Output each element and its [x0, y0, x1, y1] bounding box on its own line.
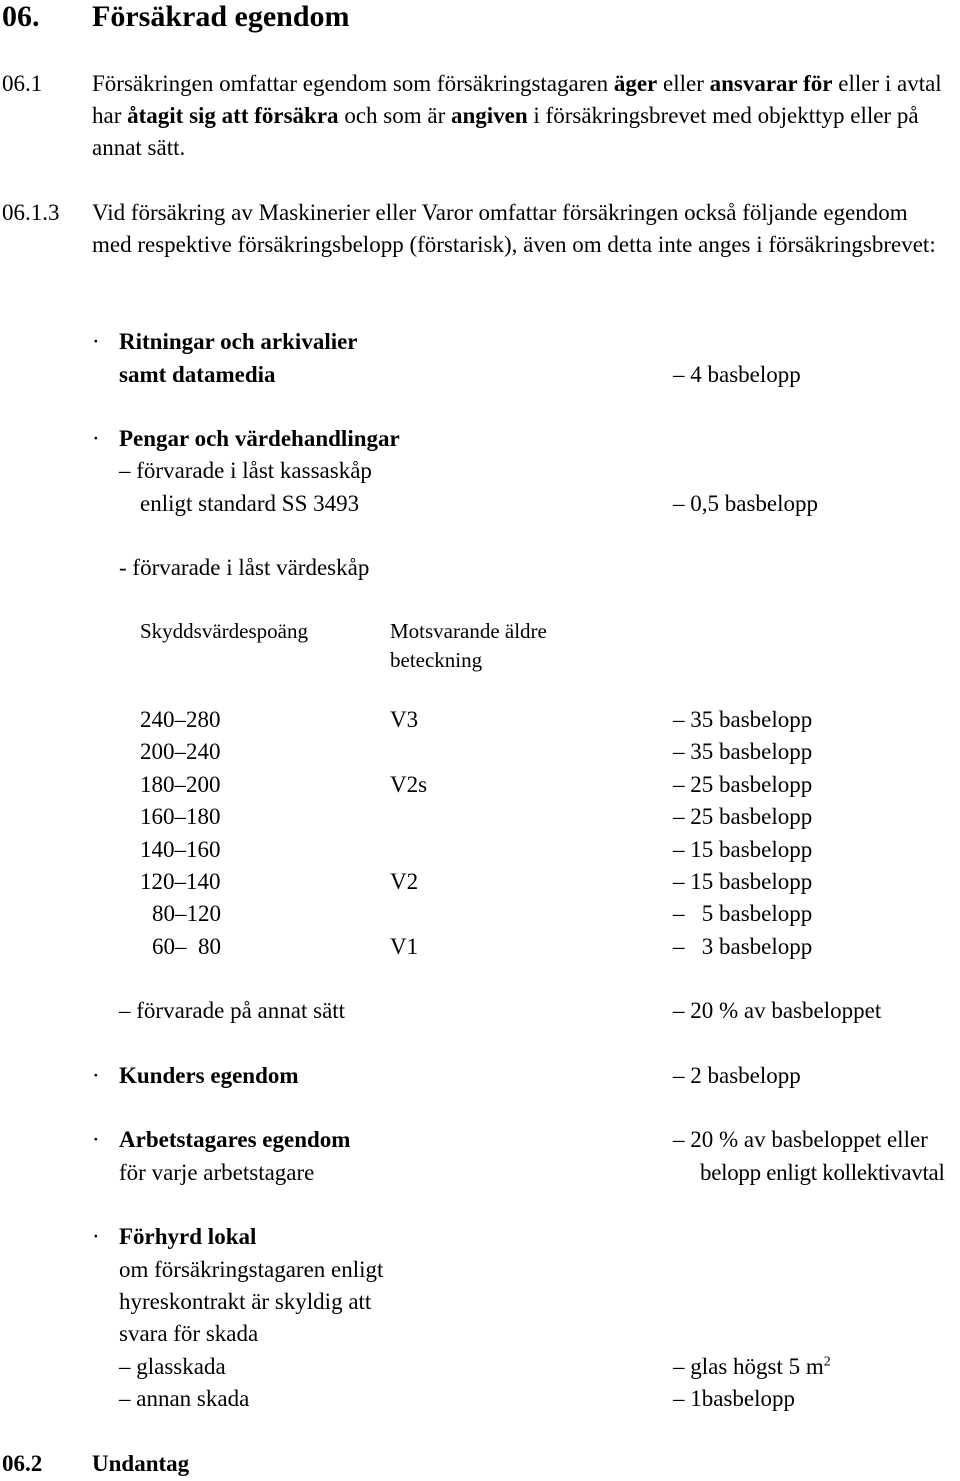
- item-value: – 4 basbelopp: [673, 362, 801, 387]
- column-header: Motsvarande äldre: [390, 619, 547, 643]
- item-line: om försäkringstagaren enligt: [119, 1257, 384, 1282]
- table-cell-value: – 35 basbelopp: [673, 739, 813, 764]
- bullet: ·: [92, 426, 100, 451]
- item-title: Pengar och värdehandlingar: [119, 426, 400, 451]
- bold-run: ansvarar för: [709, 71, 833, 96]
- bullet: ·: [92, 1063, 100, 1088]
- table-cell-value: – 5 basbelopp: [673, 901, 813, 926]
- text-run: och som är: [338, 103, 451, 128]
- section-number: 06.: [2, 0, 40, 33]
- text-run: eller i avtal har: [92, 71, 942, 128]
- table-cell-old: V1: [390, 934, 419, 959]
- subsection-number: 06.1.3: [2, 200, 60, 225]
- item-line: – glasskada: [119, 1354, 226, 1379]
- table-cell-range: 140–160: [140, 837, 221, 862]
- table-cell-value: – 25 basbelopp: [673, 804, 813, 829]
- text-run: i försäkringsbrevet med objekttyp eller på annat sätt.: [92, 103, 919, 160]
- bullet: ·: [92, 1127, 100, 1152]
- item-line: – förvarade i låst kassaskåp: [119, 458, 372, 483]
- bullet: ·: [92, 329, 100, 354]
- item-value-cont: belopp enligt kollektivavtal: [700, 1160, 945, 1185]
- item-line: svara för skada: [119, 1321, 259, 1346]
- table-cell-value: – 35 basbelopp: [673, 707, 813, 732]
- item-value-text: – glas högst 5 m: [673, 1354, 824, 1379]
- subsection-number: 06.1: [2, 71, 43, 96]
- table-cell-old: V3: [390, 707, 419, 732]
- table-cell-value: – 3 basbelopp: [673, 934, 813, 959]
- item-title: Arbetstagares egendom: [119, 1127, 351, 1152]
- page-title: Försäkrad egendom: [92, 0, 350, 33]
- bold-run: angiven: [450, 103, 528, 128]
- table-cell-range: 240–280: [140, 707, 221, 732]
- table-cell-value: – 15 basbelopp: [673, 869, 813, 894]
- item-title: Förhyrd lokal: [119, 1224, 257, 1249]
- superscript: 2: [823, 1354, 831, 1370]
- item-title: Kunders egendom: [119, 1063, 299, 1088]
- item-value: – 2 basbelopp: [673, 1063, 801, 1088]
- item-line: enligt standard SS 3493: [140, 491, 360, 516]
- item-value: – 20 % av basbeloppet: [673, 998, 882, 1023]
- item-value: – 1basbelopp: [673, 1386, 796, 1411]
- table-cell-range: 180–200: [140, 772, 221, 797]
- item-line: - förvarade i låst värdeskåp: [119, 555, 370, 580]
- column-header-cont: beteckning: [390, 648, 483, 672]
- bullet: ·: [92, 1224, 100, 1249]
- item-title: Ritningar och arkivalier: [119, 329, 358, 354]
- table-cell-old: V2: [390, 869, 419, 894]
- item-line: för varje arbetstagare: [119, 1160, 315, 1185]
- text-run: Försäkringen omfattar egendom som försäkringstagaren: [92, 71, 614, 96]
- subsection-paragraph: [92, 68, 952, 164]
- item-value: [673, 1351, 831, 1383]
- table-cell-range: 120–140: [140, 869, 221, 894]
- item-value: – 20 % av basbeloppet eller: [673, 1127, 928, 1152]
- table-cell-value: – 25 basbelopp: [673, 772, 813, 797]
- table-cell-value: – 15 basbelopp: [673, 837, 813, 862]
- bold-run: äger: [613, 71, 658, 96]
- bold-run: åtagit sig att försäkra: [127, 103, 339, 128]
- text-run: eller: [657, 71, 710, 96]
- item-line: – annan skada: [119, 1386, 250, 1411]
- table-cell-range: 200–240: [140, 739, 221, 764]
- subsection-paragraph: Vid försäkring av Maskinerier eller Varor omfattar försäkringen också följande egendom med respektive försäkringsbelopp (förstarisk), även om detta inte anges i försäkringsbrevet:: [92, 200, 936, 257]
- item-title-cont: samt datamedia: [119, 362, 276, 387]
- subsection-title: Undantag: [92, 1451, 190, 1476]
- column-header: Skyddsvärdespoäng: [140, 619, 308, 643]
- table-cell-old: V2s: [390, 772, 428, 797]
- table-cell-range: 60– 80: [152, 934, 221, 959]
- item-line: – förvarade på annat sätt: [119, 998, 346, 1023]
- item-value: – 0,5 basbelopp: [673, 491, 819, 516]
- item-line: hyreskontrakt är skyldig att: [119, 1289, 372, 1314]
- table-cell-range: 80–120: [152, 901, 221, 926]
- table-cell-range: 160–180: [140, 804, 221, 829]
- subsection-number: 06.2: [2, 1451, 43, 1476]
